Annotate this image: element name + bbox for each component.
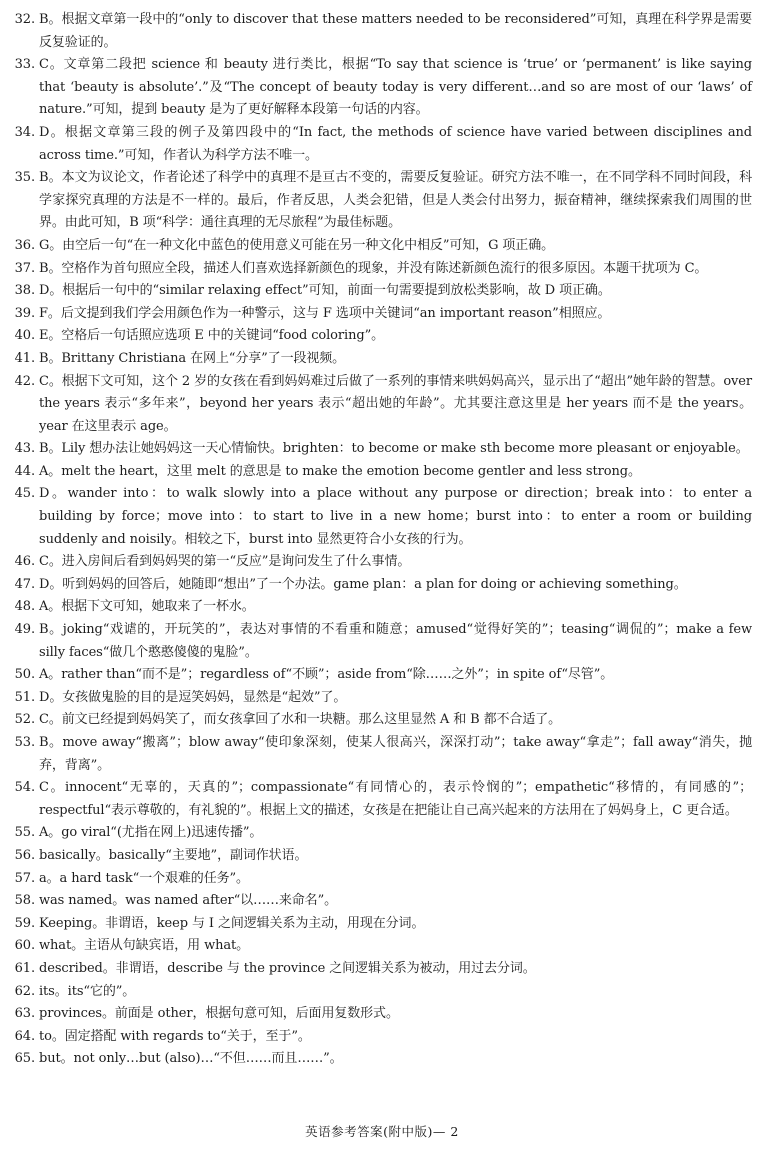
answer-item — [10, 303, 752, 326]
answer-item — [10, 619, 752, 664]
answer-explanation: described。非谓语，describe 与 the province 之间逻辑关系为被动，用过去分词。 — [39, 960, 536, 976]
answer-item — [10, 777, 752, 822]
answer-number: 62. — [14, 983, 35, 999]
answer-item — [10, 167, 752, 235]
answer-number: 52. — [14, 712, 35, 728]
answer-explanation: F。后文提到我们学会用颜色作为一种警示，这与 F 选项中关键词“an important reason”相照应。 — [39, 305, 611, 321]
answer-explanation: D。女孩做鬼脸的目的是逗笑妈妈，显然是“起效”了。 — [39, 689, 347, 705]
answer-item — [10, 280, 752, 303]
answer-explanation: D。根据后一句中的“similar relaxing effect”可知，前面一句需要提到放松类影响，故 D 项正确。 — [39, 283, 611, 299]
answer-number: 65. — [14, 1051, 35, 1067]
answer-explanation: C。根据下文可知，这个 2 岁的女孩在看到妈妈难过后做了一系列的事情来哄妈妈高兴，显示出了“超出”她年龄的智慧。over the years 表示“多年来”，beyond her years 表示“超出她的年龄”。尤其要注意这里是 her years 而不是 the years。year 在这里表示 age。 — [39, 373, 752, 434]
answer-number: 42. — [14, 373, 35, 389]
answer-number: 51. — [14, 689, 35, 705]
answer-item — [10, 235, 752, 258]
answer-item — [10, 574, 752, 597]
answer-item — [10, 958, 752, 981]
answer-item — [10, 913, 752, 936]
answer-item — [10, 664, 752, 687]
answer-number: 37. — [14, 260, 35, 276]
answer-number: 54. — [14, 780, 35, 796]
answer-number: 61. — [14, 960, 35, 976]
answer-explanation: E。空格后一句话照应选项 E 中的关键词“food coloring”。 — [39, 328, 385, 344]
answer-number: 63. — [14, 1006, 35, 1022]
answer-explanation: A。rather than“而不是”；regardless of“不顾”；aside from“除……之外”；in spite of“尽管”。 — [39, 667, 614, 683]
answer-explanation: A。go viral“(尤指在网上)迅速传播”。 — [39, 825, 263, 841]
answer-explanation: B。本文为议论文，作者论述了科学中的真理不是亘古不变的，需要反复验证。研究方法不唯一，在不同学科不同时间段，科学家探究真理的方法是不一样的。最后，作者反思，人类会犯错，但是人类会付出努力，振奋精神，继续探索我们周围的世界。由此可知，B 项“科学：通往真理的无尽旅程”为最佳标题。 — [39, 170, 752, 231]
answer-number: 46. — [14, 554, 35, 570]
answer-explanation: B。move away“搬离”；blow away“使印象深刻，使某人很高兴，深深打动”；take away“拿走”；fall away“消失，抛弃，背离”。 — [39, 735, 752, 773]
answer-number: 33. — [14, 57, 35, 73]
answer-explanation: a。a hard task“一个艰难的任务”。 — [39, 870, 249, 886]
answer-item — [10, 935, 752, 958]
answer-item — [10, 822, 752, 845]
page-footer: 英语参考答案(附中版)— 2 — [305, 1124, 459, 1139]
answer-explanation: its。its“它的”。 — [39, 983, 136, 999]
answer-explanation: C。进入房间后看到妈妈哭的第一“反应”是询问发生了什么事情。 — [39, 554, 411, 570]
answer-number: 41. — [14, 350, 35, 366]
answer-item — [10, 54, 752, 122]
answer-number: 60. — [14, 938, 35, 954]
answer-number: 53. — [14, 735, 35, 750]
answer-number: 39. — [14, 305, 35, 321]
answer-item — [10, 9, 752, 54]
answer-explanation: C。前文已经提到妈妈笑了，而女孩拿回了水和一块糖。那么这里显然 A 和 B 都不合适了。 — [39, 712, 562, 728]
answer-explanation: B。Brittany Christiana 在网上“分享”了一段视频。 — [39, 350, 346, 366]
answer-explanation: provinces。前面是 other，根据句意可知，后面用复数形式。 — [39, 1006, 399, 1022]
answer-item — [10, 371, 752, 439]
answer-item — [10, 461, 752, 484]
answer-item — [10, 348, 752, 371]
answer-number: 49. — [14, 622, 35, 638]
answer-explanation: C。innocent“无辜的，天真的”；compassionate“有同情心的，表示怜悯的”；empathetic“移情的，有同感的”；respectful“表示尊敬的，有礼貌的”。根据上文的描述，女孩是在把能让自己高兴起来的方法用在了妈妈身上，C 更合适。 — [39, 780, 752, 818]
answer-explanation: B。根据文章第一段中的“only to discover that these matters needed to be reconsidered”可知，真理在科学界是需要反复验证的。 — [39, 12, 752, 50]
answer-number: 44. — [14, 463, 35, 479]
answer-item — [10, 1048, 752, 1071]
answer-number: 36. — [14, 237, 35, 253]
answer-item — [10, 845, 752, 868]
answer-item — [10, 981, 752, 1004]
answer-explanation: D。听到妈妈的回答后，她随即“想出”了一个办法。game plan：a plan for doing or achieving something。 — [39, 576, 687, 592]
answer-number: 64. — [14, 1028, 35, 1044]
answer-item — [10, 551, 752, 574]
answer-item — [10, 1003, 752, 1026]
answer-number: 55. — [14, 825, 35, 841]
answer-number: 48. — [14, 599, 35, 615]
answer-explanation: D。wander into：to walk slowly into a place without any purpose or direction；break into：to enter a building by force；move into：to start to live in a new home；burst into：to enter a room or building suddenly and noisily。相较之下，burst into 显然更符合小女孩的行为。 — [39, 486, 752, 547]
answer-explanation: was named。was named after“以……来命名”。 — [39, 893, 338, 909]
answer-item — [10, 868, 752, 891]
answer-item — [10, 890, 752, 913]
answer-explanation: B。joking“戏谑的，开玩笑的”，表达对事情的不看重和随意；amused“觉得好笑的”；teasing“调侃的”；make a few silly faces“做几个憨憨傻傻的鬼脸”。 — [39, 622, 752, 660]
answer-item — [10, 687, 752, 710]
answer-number: 50. — [14, 667, 35, 683]
answer-item — [10, 596, 752, 619]
answer-explanation: Keeping。非谓语，keep 与 I 之间逻辑关系为主动，用现在分词。 — [39, 915, 425, 931]
answer-item — [10, 483, 752, 551]
answer-explanation: what。主语从句缺宾语，用 what。 — [39, 938, 250, 954]
answer-number: 32. — [14, 12, 35, 27]
answer-item — [10, 258, 752, 281]
answer-explanation: basically。basically“主要地”，副词作状语。 — [39, 847, 308, 863]
answer-number: 35. — [14, 170, 35, 186]
answer-number: 38. — [14, 283, 35, 299]
answer-number: 56. — [14, 847, 35, 863]
answer-item — [10, 122, 752, 167]
answer-explanation: A。melt the heart，这里 melt 的意思是 to make the emotion become gentler and less strong。 — [39, 463, 641, 479]
answer-number: 59. — [14, 915, 35, 931]
answer-number: 47. — [14, 576, 35, 592]
answer-item — [10, 732, 752, 777]
answer-item — [10, 709, 752, 732]
answer-explanation: but。not only…but (also)…“不但……而且……”。 — [39, 1051, 343, 1067]
answer-number: 34. — [14, 124, 35, 140]
answer-number: 40. — [14, 328, 35, 344]
answer-key — [10, 9, 752, 1071]
answer-number: 58. — [14, 893, 35, 909]
answer-explanation: C。文章第二段把 science 和 beauty 进行类比，根据“To say that science is ‘true’ or ‘permanent’ is like saying that ‘beauty is absolute’.”及“The concept of beauty today is very different…and so are most of our ‘laws’ of nature.”可知，提到 beauty 是为了更好解释本段第一句话的内容。 — [39, 57, 752, 118]
answer-explanation: A。根据下文可知，她取来了一杯水。 — [39, 599, 255, 615]
answer-explanation: B。空格作为首句照应全段，描述人们喜欢选择新颜色的现象，并没有陈述新颜色流行的很多原因。本题干扰项为 C。 — [39, 260, 708, 276]
answer-number: 43. — [14, 441, 35, 457]
answer-item — [10, 325, 752, 348]
answer-number: 57. — [14, 870, 35, 886]
answer-item — [10, 1026, 752, 1049]
answer-item — [10, 438, 752, 461]
answer-number: 45. — [14, 486, 35, 502]
answer-explanation: B。Lily 想办法让她妈妈这一天心情愉快。brighten：to become or make sth become more pleasant or enjoyable。 — [39, 441, 749, 457]
answer-explanation: G。由空后一句“在一种文化中蓝色的使用意义可能在另一种文化中相反”可知，G 项正确。 — [39, 237, 554, 253]
answer-explanation: to。固定搭配 with regards to“关于，至于”。 — [39, 1028, 311, 1044]
answer-explanation: D。根据文章第三段的例子及第四段中的“In fact, the methods of science have varied between disciplines and across time.”可知，作者认为科学方法不唯一。 — [39, 124, 752, 163]
